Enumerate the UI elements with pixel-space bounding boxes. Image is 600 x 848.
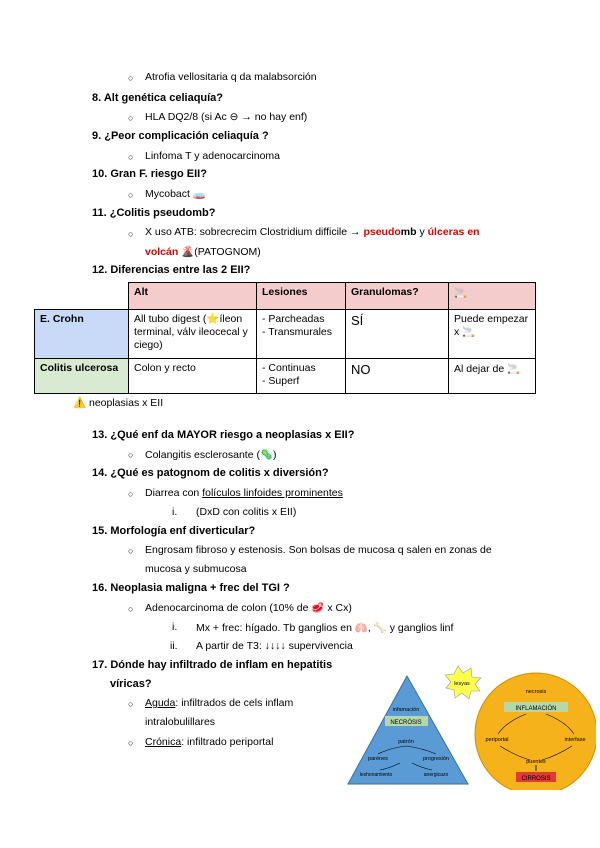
circle-right-label: interfase	[564, 737, 586, 743]
text: Diarrea con	[145, 487, 203, 499]
answer-17-chronic	[145, 736, 273, 748]
circle-top-label: necrosis	[525, 689, 547, 695]
warning-note: ⚠️ neoplasias x EII	[73, 397, 164, 409]
answer-text: Linfoma T y adenocarcinoma	[145, 150, 281, 162]
circle-bottom-label: CIRROSIS	[521, 776, 551, 782]
circle-box-label: INFLAMACIÓN	[515, 706, 557, 712]
table-header-cell	[35, 283, 129, 310]
text: folículos linfoides prominentes	[202, 487, 343, 499]
sub-answer: (DxD con colitis x EII)	[196, 506, 297, 518]
answer-11-line2	[145, 245, 261, 258]
table-cell: NO	[346, 359, 449, 394]
sub-number: ii.	[170, 640, 178, 652]
table-row	[35, 310, 536, 359]
answer-text: Adenocarcinoma de colon (10% de 🥩 x Cx)	[145, 602, 352, 614]
question-9: 9. ¿Peor complicación celiaquía ?	[92, 130, 269, 142]
table-row	[35, 359, 536, 394]
bullet: ○	[128, 604, 134, 614]
question-13: 13. ¿Qué enf da MAYOR riesgo a neoplasias x EII?	[92, 429, 355, 441]
answer-14	[145, 487, 343, 499]
bullet: ○	[128, 113, 134, 123]
table-cell: SÍ	[346, 310, 449, 359]
answer-text: Engrosam fibroso y estenosis. Son bolsas de mucosa q salen en zonas de	[145, 544, 492, 556]
triangle-box-label: NECRÓSIS	[390, 720, 422, 726]
star-label: lesyas	[454, 681, 470, 687]
answer-text: HLA DQ2/8 (si Ac ⊖ → no hay enf)	[145, 111, 308, 123]
bullet: ○	[128, 489, 134, 499]
bullet: ○	[128, 190, 134, 200]
question-14: 14. ¿Qué es patognom de colitis x diversión?	[92, 467, 329, 479]
answer-text: Mycobact 🧫	[145, 188, 206, 200]
text: pseudo	[363, 226, 401, 238]
table-cell: Al dejar de 🚬	[449, 359, 536, 394]
triangle-top-label: infamación	[392, 707, 420, 713]
answer-17-acute	[145, 697, 293, 709]
bullet: ○	[128, 546, 134, 556]
text: úlceras en	[427, 226, 480, 238]
triangle-bottom-left-label: leshonamiento	[359, 772, 393, 778]
bullet: ○	[128, 738, 134, 748]
answer-11-line1	[145, 226, 480, 238]
triangle-left-label: parénes	[368, 756, 388, 762]
answer-text: Colangitis esclerosante (🦠)	[145, 449, 277, 461]
text: Crónica	[145, 736, 182, 748]
question-12: 12. Diferencias entre las 2 EII?	[92, 264, 251, 276]
sub-number: i.	[172, 506, 178, 518]
sub-number: i.	[172, 621, 178, 633]
bullet: ○	[128, 73, 134, 83]
table-header-cell: Granulomas?	[346, 283, 449, 310]
table-cell: - Continuas - Superf	[257, 359, 346, 394]
row-label: E. Crohn	[35, 310, 129, 359]
question-17: víricas?	[110, 678, 152, 690]
triangle-right-label: progresión	[423, 756, 449, 762]
table-cell: Puede empezar x 🚬	[449, 310, 536, 359]
answer-text: intralobulillares	[145, 716, 216, 728]
answer-text: Atrofia vellositaria q da malabsorción	[145, 71, 317, 83]
question-15: 15. Morfología enf diverticular?	[92, 525, 256, 537]
triangle-shape	[348, 676, 468, 784]
question-17: 17. Dónde hay infiltrado de inflam en hepatitis	[92, 659, 333, 671]
question-10: 10. Gran F. riesgo EII?	[92, 168, 207, 180]
sub-answer: A partir de T3: ↓↓↓↓ supervivencia	[196, 640, 353, 652]
bullet: ○	[128, 450, 134, 460]
text: volcán	[145, 246, 179, 258]
text: y	[416, 226, 428, 238]
bullet: ○	[128, 699, 134, 709]
answer-text: mucosa y submucosa	[145, 563, 247, 575]
text: mb	[400, 226, 417, 238]
circle-mid-label: puentes	[526, 759, 546, 765]
table-header-row	[35, 283, 536, 310]
bullet: ○	[128, 229, 134, 239]
comparison-table	[34, 282, 536, 394]
table-cell: All tubo digest (⭐íleon terminal, válv ileocecal y ciego)	[129, 310, 257, 359]
text: 🌋(PATOGNOM)	[178, 246, 261, 258]
question-16: 16. Neoplasia maligna + frec del TGI ?	[92, 582, 290, 594]
question-8: 8. Alt genética celiaquía?	[92, 92, 224, 104]
text: Aguda	[145, 697, 176, 709]
triangle-bottom-right-label: anergicazo	[423, 772, 449, 778]
hepatitis-diagram	[340, 660, 596, 790]
bullet: ○	[128, 152, 134, 162]
table-header-cell: 🚬	[449, 283, 536, 310]
table-header-cell: Lesiones	[257, 283, 346, 310]
row-label: Colitis ulcerosa	[35, 359, 129, 394]
table-cell: Colon y recto	[129, 359, 257, 394]
circle-left-label: periportal	[485, 737, 509, 743]
question-11: 11. ¿Colitis pseudomb?	[92, 207, 216, 219]
triangle-mid-label: patrón	[398, 739, 414, 745]
sub-answer: Mx + frec: hígado. Tb ganglios en 🫁, 🦴 y ganglios linf	[196, 622, 454, 634]
text: : infiltrado periportal	[181, 736, 274, 748]
text: X uso ATB: sobrecrecim Clostridium difficile →	[145, 226, 364, 238]
table-cell: - Parcheadas - Transmurales	[257, 310, 346, 359]
table-header-cell: Alt	[129, 283, 257, 310]
text: : infiltrados de cels inflam	[175, 697, 294, 709]
